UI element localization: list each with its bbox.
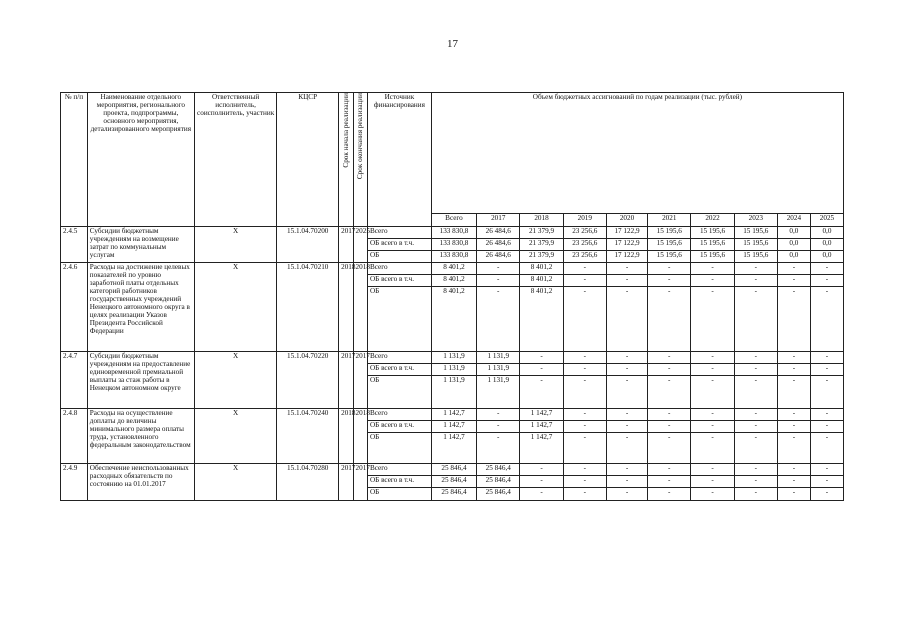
cell-name: Субсидии бюджетным учреждениям на предоставление единовременной премиальной выплаты за стаж работы в Ненецком автономном округе <box>87 352 194 409</box>
cell-end: 2018 <box>353 409 367 464</box>
cell-value: - <box>648 275 691 287</box>
cell-source: Всего <box>367 464 431 476</box>
header-volume: Объем бюджетных ассигнований по годам реализации (тыс. рублей) <box>431 93 843 214</box>
cell-value: - <box>648 352 691 364</box>
cell-value: - <box>606 476 647 488</box>
header-year: 2017 <box>477 214 520 227</box>
cell-value: 26 484,6 <box>477 227 520 239</box>
cell-source: Всего <box>367 263 431 275</box>
cell-value: 23 256,6 <box>563 251 606 263</box>
cell-value: 8 401,2 <box>431 275 476 287</box>
header-start <box>339 93 353 227</box>
cell-num: 2.4.7 <box>61 352 88 409</box>
cell-start: 2017 <box>339 464 353 501</box>
cell-exec: Х <box>194 263 276 352</box>
cell-value: - <box>734 352 777 364</box>
cell-value: - <box>810 433 843 464</box>
header-end-label: Срок окончания реализации <box>356 93 365 180</box>
cell-value: - <box>810 275 843 287</box>
cell-value: 8 401,2 <box>520 263 563 275</box>
cell-value: 1 142,7 <box>520 433 563 464</box>
table-row <box>61 464 844 476</box>
cell-value: - <box>477 409 520 421</box>
header-year: 2019 <box>563 214 606 227</box>
cell-value: 1 131,9 <box>431 352 476 364</box>
header-end <box>353 93 367 227</box>
cell-value: 1 131,9 <box>477 376 520 409</box>
cell-value: - <box>648 488 691 501</box>
header-kcsr: КЦСР <box>277 93 339 227</box>
cell-source: ОБ всего в т.ч. <box>367 364 431 376</box>
header-year: 2018 <box>520 214 563 227</box>
cell-value: - <box>810 409 843 421</box>
cell-value: 15 195,6 <box>691 239 734 251</box>
header-year: 2021 <box>648 214 691 227</box>
cell-value: - <box>691 376 734 409</box>
cell-value: 133 830,8 <box>431 251 476 263</box>
cell-value: 1 131,9 <box>477 364 520 376</box>
cell-source: ОБ <box>367 488 431 501</box>
cell-value: - <box>691 421 734 433</box>
table-row <box>61 409 844 421</box>
cell-value: - <box>477 275 520 287</box>
cell-value: - <box>648 421 691 433</box>
cell-value: - <box>777 433 810 464</box>
cell-value: - <box>563 433 606 464</box>
cell-value: - <box>810 476 843 488</box>
table-row <box>61 263 844 275</box>
cell-value: 17 122,9 <box>606 239 647 251</box>
cell-source: ОБ <box>367 251 431 263</box>
table-row <box>61 352 844 364</box>
cell-value: - <box>691 409 734 421</box>
cell-value: - <box>648 287 691 352</box>
cell-value: - <box>691 433 734 464</box>
cell-value: - <box>691 275 734 287</box>
cell-value: - <box>810 364 843 376</box>
cell-value: - <box>691 476 734 488</box>
cell-value: - <box>691 287 734 352</box>
cell-value: 8 401,2 <box>520 275 563 287</box>
cell-value: 0,0 <box>777 251 810 263</box>
cell-value: - <box>734 376 777 409</box>
cell-value: - <box>734 421 777 433</box>
cell-end: 2018 <box>353 263 367 352</box>
cell-source: ОБ <box>367 376 431 409</box>
page-number: 17 <box>447 38 458 50</box>
cell-value: 15 195,6 <box>648 227 691 239</box>
cell-value: - <box>648 409 691 421</box>
cell-value: - <box>691 464 734 476</box>
cell-value: - <box>606 433 647 464</box>
cell-value: - <box>563 287 606 352</box>
cell-value: 23 256,6 <box>563 239 606 251</box>
header-executor: Ответственный исполнитель, соисполнитель, участник <box>194 93 276 227</box>
cell-value: - <box>777 287 810 352</box>
cell-start: 2017 <box>339 227 353 263</box>
cell-value: 17 122,9 <box>606 227 647 239</box>
cell-start: 2017 <box>339 352 353 409</box>
header-year: Всего <box>431 214 476 227</box>
cell-value: 1 131,9 <box>477 352 520 364</box>
cell-source: ОБ всего в т.ч. <box>367 476 431 488</box>
cell-value: - <box>477 433 520 464</box>
header-year: 2024 <box>777 214 810 227</box>
cell-num: 2.4.6 <box>61 263 88 352</box>
cell-name: Расходы на достижение целевых показателей по уровню заработной платы отдельных категорий работников государственных учреждений Ненецкого автономного округа в целях реализации Указов Президента Российской Федерации <box>87 263 194 352</box>
cell-value: - <box>691 488 734 501</box>
cell-value: - <box>520 488 563 501</box>
cell-value: - <box>777 352 810 364</box>
cell-value: - <box>777 364 810 376</box>
cell-value: 0,0 <box>777 239 810 251</box>
header-year: 2020 <box>606 214 647 227</box>
cell-value: 0,0 <box>810 239 843 251</box>
cell-value: - <box>520 376 563 409</box>
cell-exec: Х <box>194 409 276 464</box>
cell-kcsr: 15.1.04.70210 <box>277 263 339 352</box>
cell-value: 26 484,6 <box>477 251 520 263</box>
cell-value: 15 195,6 <box>691 251 734 263</box>
cell-value: 0,0 <box>777 227 810 239</box>
cell-value: - <box>691 263 734 275</box>
cell-value: - <box>648 433 691 464</box>
cell-value: - <box>734 464 777 476</box>
cell-value: - <box>563 421 606 433</box>
cell-value: 21 379,9 <box>520 251 563 263</box>
budget-table <box>60 92 844 501</box>
cell-value: 1 142,7 <box>520 409 563 421</box>
cell-source: Всего <box>367 352 431 364</box>
cell-source: ОБ <box>367 433 431 464</box>
cell-value: 21 379,9 <box>520 227 563 239</box>
cell-value: - <box>520 352 563 364</box>
cell-value: - <box>777 409 810 421</box>
header-row <box>61 93 844 214</box>
cell-value: 1 131,9 <box>431 376 476 409</box>
cell-value: - <box>734 409 777 421</box>
cell-value: 25 846,4 <box>431 464 476 476</box>
cell-value: 8 401,2 <box>431 263 476 275</box>
cell-value: 23 256,6 <box>563 227 606 239</box>
cell-kcsr: 15.1.04.70220 <box>277 352 339 409</box>
cell-num: 2.4.5 <box>61 227 88 263</box>
cell-value: - <box>648 263 691 275</box>
cell-value: - <box>606 409 647 421</box>
cell-value: 8 401,2 <box>431 287 476 352</box>
cell-start: 2018 <box>339 409 353 464</box>
cell-value: - <box>734 263 777 275</box>
cell-value: - <box>777 421 810 433</box>
cell-value: - <box>810 488 843 501</box>
table-body <box>61 227 844 501</box>
cell-value: - <box>606 364 647 376</box>
cell-value: - <box>563 409 606 421</box>
cell-value: 15 195,6 <box>734 227 777 239</box>
header-start-label: Срок начала реализации <box>341 93 350 168</box>
cell-source: ОБ всего в т.ч. <box>367 421 431 433</box>
cell-value: - <box>734 364 777 376</box>
cell-exec: Х <box>194 227 276 263</box>
cell-value: - <box>648 376 691 409</box>
cell-value: - <box>606 376 647 409</box>
cell-value: - <box>734 433 777 464</box>
cell-value: 0,0 <box>810 227 843 239</box>
cell-value: - <box>777 263 810 275</box>
cell-value: - <box>648 464 691 476</box>
cell-value: 26 484,6 <box>477 239 520 251</box>
cell-value: - <box>810 421 843 433</box>
cell-value: - <box>734 476 777 488</box>
cell-value: - <box>648 476 691 488</box>
cell-value: 25 846,4 <box>477 476 520 488</box>
cell-value: - <box>734 275 777 287</box>
cell-value: - <box>810 464 843 476</box>
cell-value: - <box>563 352 606 364</box>
cell-source: ОБ всего в т.ч. <box>367 239 431 251</box>
cell-value: - <box>477 263 520 275</box>
cell-value: 1 142,7 <box>431 409 476 421</box>
cell-value: - <box>563 376 606 409</box>
cell-value: - <box>734 287 777 352</box>
cell-source: Всего <box>367 227 431 239</box>
cell-end: 2017 <box>353 464 367 501</box>
cell-value: 133 830,8 <box>431 227 476 239</box>
cell-value: - <box>606 275 647 287</box>
cell-num: 2.4.9 <box>61 464 88 501</box>
cell-value: 133 830,8 <box>431 239 476 251</box>
cell-value: - <box>606 421 647 433</box>
header-year: 2025 <box>810 214 843 227</box>
cell-kcsr: 15.1.04.70280 <box>277 464 339 501</box>
cell-value: 17 122,9 <box>606 251 647 263</box>
cell-value: - <box>606 287 647 352</box>
cell-value: - <box>648 364 691 376</box>
cell-source: ОБ <box>367 287 431 352</box>
cell-value: - <box>606 488 647 501</box>
cell-value: 15 195,6 <box>648 239 691 251</box>
cell-value: - <box>691 352 734 364</box>
cell-value: - <box>606 352 647 364</box>
table-row <box>61 227 844 239</box>
cell-value: - <box>563 476 606 488</box>
cell-value: - <box>777 488 810 501</box>
cell-value: - <box>606 464 647 476</box>
header-name: Наименование отдельного мероприятия, регионального проекта, подпрограммы, основного мероприятия, детализированного мероприятия <box>87 93 194 227</box>
header-year: 2022 <box>691 214 734 227</box>
cell-value: - <box>777 476 810 488</box>
cell-value: 21 379,9 <box>520 239 563 251</box>
cell-value: - <box>777 376 810 409</box>
cell-source: Всего <box>367 409 431 421</box>
cell-value: 25 846,4 <box>477 464 520 476</box>
cell-value: 15 195,6 <box>734 239 777 251</box>
cell-name: Обеспечение неиспользованных расходных обязательств по состоянию на 01.01.2017 <box>87 464 194 501</box>
cell-value: - <box>777 275 810 287</box>
cell-name: Субсидии бюджетным учреждениям на возмещение затрат по коммунальным услугам <box>87 227 194 263</box>
cell-value: - <box>520 476 563 488</box>
cell-value: 1 131,9 <box>431 364 476 376</box>
cell-source: ОБ всего в т.ч. <box>367 275 431 287</box>
cell-value: - <box>563 275 606 287</box>
cell-kcsr: 15.1.04.70200 <box>277 227 339 263</box>
header-year: 2023 <box>734 214 777 227</box>
cell-kcsr: 15.1.04.70240 <box>277 409 339 464</box>
cell-value: 25 846,4 <box>431 476 476 488</box>
cell-value: - <box>520 364 563 376</box>
cell-value: - <box>810 263 843 275</box>
cell-value: - <box>477 421 520 433</box>
cell-value: - <box>563 364 606 376</box>
cell-value: - <box>810 376 843 409</box>
cell-value: 1 142,7 <box>431 433 476 464</box>
cell-value: - <box>810 352 843 364</box>
header-num: № п/п <box>61 93 88 227</box>
cell-name: Расходы на осуществление доплаты до величины минимального размера оплаты труда, установленного федеральным законодательством <box>87 409 194 464</box>
cell-value: 1 142,7 <box>520 421 563 433</box>
cell-value: - <box>563 488 606 501</box>
cell-end: 2017 <box>353 352 367 409</box>
cell-value: 25 846,4 <box>431 488 476 501</box>
cell-num: 2.4.8 <box>61 409 88 464</box>
cell-value: - <box>691 364 734 376</box>
cell-value: - <box>520 464 563 476</box>
header-source: Источник финансирования <box>367 93 431 227</box>
cell-value: - <box>810 287 843 352</box>
cell-end: 2025 <box>353 227 367 263</box>
cell-value: 15 195,6 <box>691 227 734 239</box>
cell-value: - <box>606 263 647 275</box>
cell-value: 1 142,7 <box>431 421 476 433</box>
cell-value: 0,0 <box>810 251 843 263</box>
cell-exec: Х <box>194 464 276 501</box>
cell-value: - <box>477 287 520 352</box>
cell-value: 15 195,6 <box>648 251 691 263</box>
cell-value: - <box>734 488 777 501</box>
cell-value: 25 846,4 <box>477 488 520 501</box>
cell-value: 8 401,2 <box>520 287 563 352</box>
cell-start: 2018 <box>339 263 353 352</box>
cell-value: - <box>563 464 606 476</box>
cell-exec: Х <box>194 352 276 409</box>
cell-value: - <box>563 263 606 275</box>
cell-value: 15 195,6 <box>734 251 777 263</box>
cell-value: - <box>777 464 810 476</box>
